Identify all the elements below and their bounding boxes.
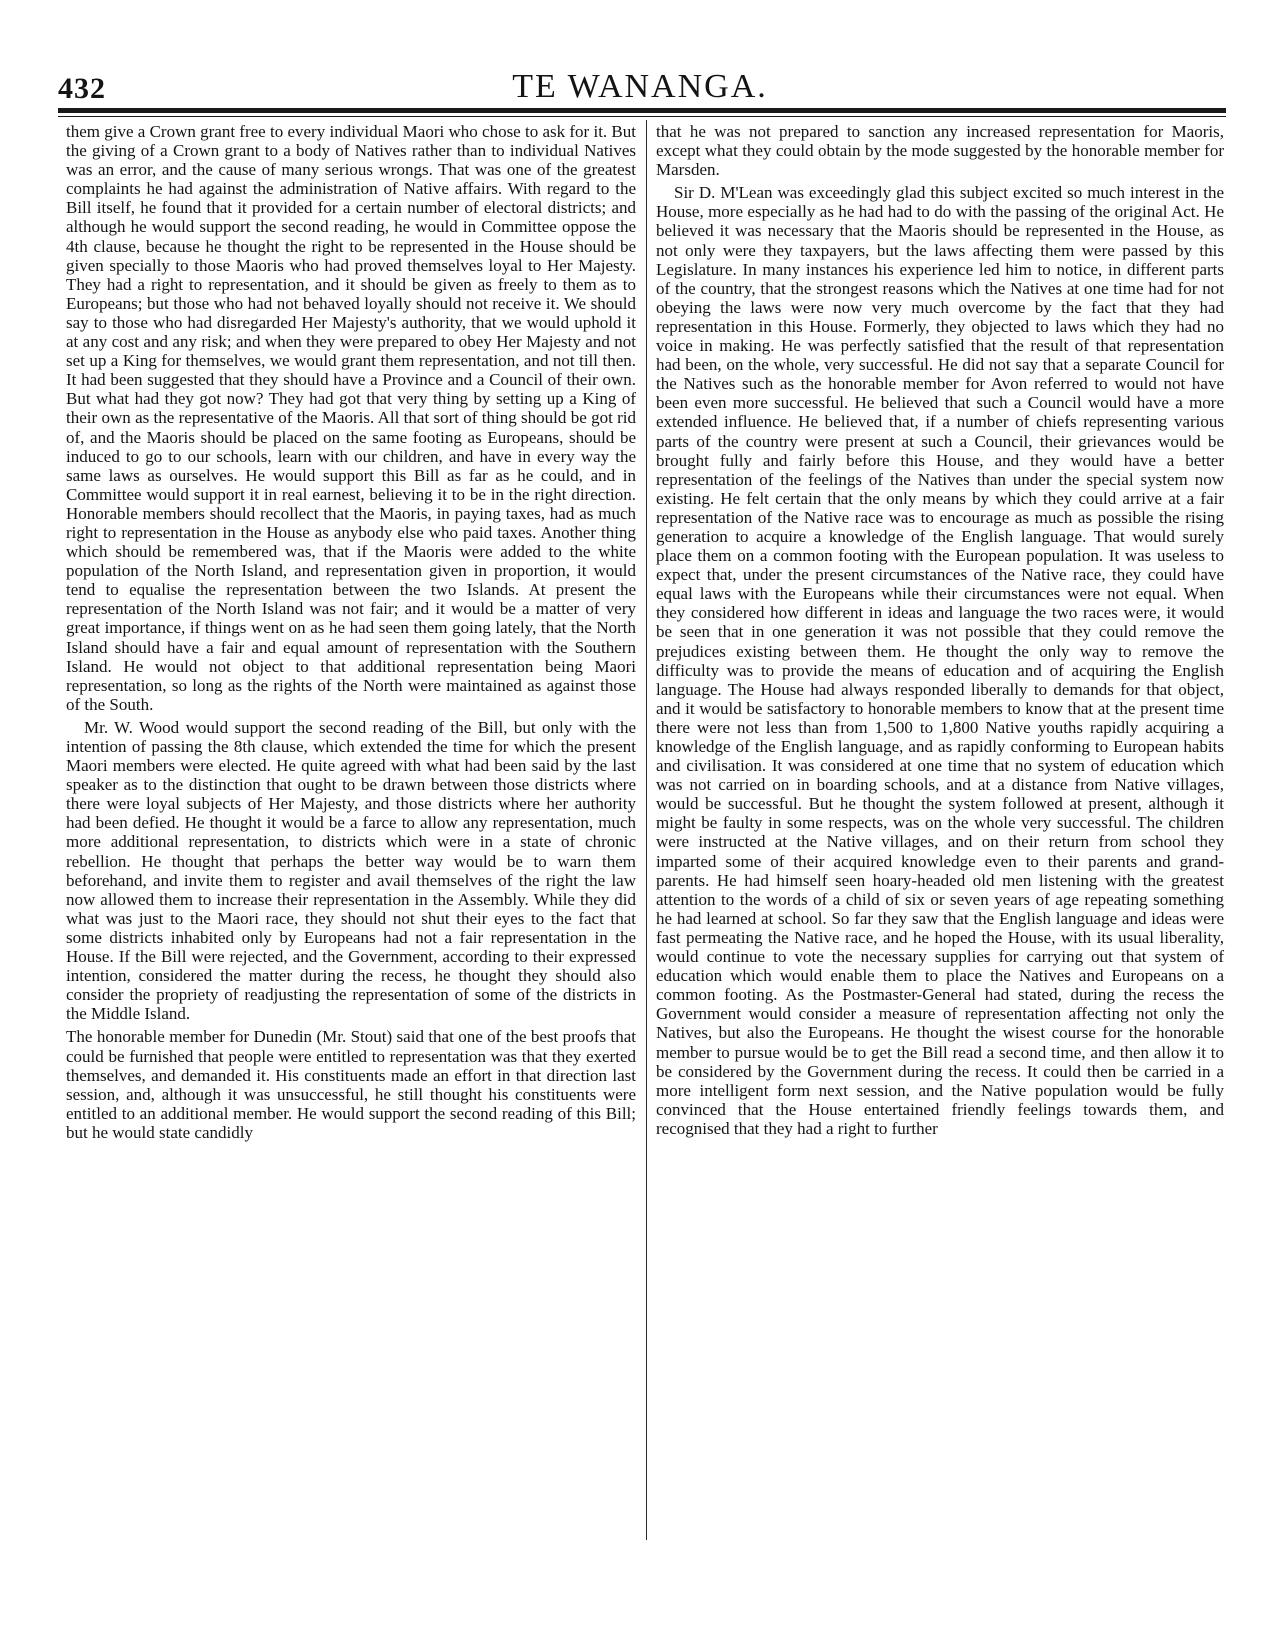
header-rule-thick bbox=[58, 108, 1226, 113]
header-rule-thin bbox=[58, 116, 1226, 117]
left-column bbox=[66, 122, 636, 1142]
right-column bbox=[656, 122, 1224, 1138]
page-title: TE WANANGA. bbox=[512, 68, 768, 105]
paragraph: Sir D. M'Lean was exceedingly glad this subject excited so much interest in the House, more especially as he had had to do with the passing of the original Act. He believed it was necessary that the Maoris should be represented in the House, as not only were they taxpayers, but the laws affecting them were passed by this Legislature. In many instances his experience led him to notice, in different parts of the country, that the strongest reasons which the Natives at one time had for not obeying the laws were now very much overcome by the fact that they had representation in this House. Formerly, they objected to laws which they had no voice in making. He was perfectly satisfied that the result of that representation had been, on the whole, very successful. He did not say that a separate Council for the Natives such as the honorable member for Avon referred to would not have been even more successful. He believed that such a Council would have a more extended influence. He believed that, if a number of chiefs representing various parts of the country were present at such a Council, their grievances would be brought fully and fairly before this House, and they would have a better representation of the feelings of the Natives than under the special system now existing. He felt certain that the only means by which they could arrive at a fair representation of the Native race was to encourage as much as possible the rising generation to acquire a knowledge of the English language. That would surely place them on a common footing with the European population. It was useless to expect that, under the present circumstances of the Native race, they could have equal laws with the Europeans while their circumstances were not equal. When they considered how different in ideas and language the two races were, it would be seen that in one generation it was not possible that they could remove the prejudices existing between them. He thought the only way to remove the difficulty was to provide the means of education and of acquiring the English language. The House had always responded liberally to demands for that object, and it would be satisfactory to honorable members to know that at the present time there were not less than from 1,500 to 1,800 Native youths rapidly acquiring a knowledge of the English language, and as rapidly conforming to European habits and civilisation. It was considered at one time that no system of education which was not carried on in boarding schools, and at a distance from Native villages, would be successful. But he thought the system followed at present, although it might be faulty in some respects, was on the whole very successful. The children were instructed at the Native villages, and on their return from school they imparted some of their acquired knowledge even to their parents and grand-parents. He had himself seen hoary-headed old men listening with the greatest attention to the words of a child of six or seven years of age repeating something he had learned at school. So far they saw that the English language and ideas were fast permeating the Native race, and he hoped the House, with its usual liberality, would continue to vote the necessary supplies for carrying out that system of education which would enable them to place the Natives and Europeans on a common footing. As the Postmaster-General had stated, during the recess the Government would consider a measure of representation affecting not only the Natives, but also the Europeans. He thought the wisest course for the honorable member to pursue would be to get the Bill read a second time, and then allow it to be considered by the Government during the recess. It could then be carried in a more intelligent form next session, and the Native population would be fully convinced that the House entertained friendly feelings towards them, and recognised that they had a right to further bbox=[656, 183, 1224, 1138]
paragraph: Mr. W. Wood would support the second reading of the Bill, but only with the intention of passing the 8th clause, which extended the time for which the present Maori members were elected. He quite agreed with what had been said by the last speaker as to the distinction that ought to be drawn between those districts where there were loyal subjects of Her Majesty, and those districts where her authority had been defied. He thought it would be a farce to allow any representation, much more additional representation, to districts which were in a state of chronic rebellion. He thought that perhaps the better way would be to warn them beforehand, and invite them to register and avail themselves of the right the law now allowed them to increase their representation in the Assembly. While they did what was just to the Maori race, they should not shut their eyes to the fact that some districts inhabited only by Europeans had not a fair representation in the House. If the Bill were rejected, and the Government, according to their expressed intention, considered the matter during the recess, he thought they should also consider the propriety of readjusting the representation of some of the districts in the Middle Island. bbox=[66, 717, 636, 1024]
paragraph: The honorable member for Dunedin (Mr. Stout) said that one of the best proofs that could be furnished that people were entitled to representation was that they exerted themselves, and demanded it. His constituents made an effort in that direction last session, and, although it was unsuccessful, he still thought his constituents were entitled to an additional member. He would support the second reading of this Bill; but he would state candidly bbox=[66, 1027, 636, 1142]
column-divider bbox=[646, 120, 647, 1540]
paragraph: that he was not prepared to sanction any increased representation for Maoris, except what they could obtain by the mode suggested by the honorable member for Marsden. bbox=[656, 122, 1224, 180]
paragraph: them give a Crown grant free to every individual Maori who chose to ask for it. But the giving of a Crown grant to a body of Natives rather than to individual Natives was an error, and the cause of many serious wrongs. That was one of the greatest complaints he had against the administration of Native affairs. With regard to the Bill itself, he found that it provided for a certain number of electoral districts; and although he would support the second reading, he would in Committee oppose the 4th clause, because he thought the right to be represented in the House should be given specially to those Maoris who had proved themselves loyal to Her Majesty. They had a right to representation, and it should be given as freely to them as to Europeans; but those who had not behaved loyally should not receive it. We should say to those who had disregarded Her Majesty's authority, that we would uphold it at any cost and any risk; and when they were prepared to obey Her Majesty and not set up a King for themselves, we would grant them representation, and not till then. It had been suggested that they should have a Province and a Council of their own. But what had they got now? They had got that very thing by setting up a King of their own as the representative of the Maoris. All that sort of thing should be got rid of, and the Maoris should be placed on the same footing as Europeans, should be induced to go to our schools, learn with our children, and have in every way the same laws as ourselves. He would support this Bill as far as he could, and in Committee would support it in real earnest, believing it to be in the right direction. Honorable members should recollect that the Maoris, in paying taxes, had as much right to representation in the House as anybody else who paid taxes. Another thing which should be remembered was, that if the Maoris were added to the white population of the North Island, and representation given in proportion, it would tend to equalise the representation between the two Islands. At present the representation of the North Island was not fair; and it would be a matter of very great importance, if things went on as he had seen them going lately, that the North Island should have a fair and equal amount of representation with the Southern Island. He would not object to that additional representation being Maori representation, so long as the rights of the North were maintained as against those of the South. bbox=[66, 122, 636, 714]
page-number: 432 bbox=[58, 72, 106, 105]
